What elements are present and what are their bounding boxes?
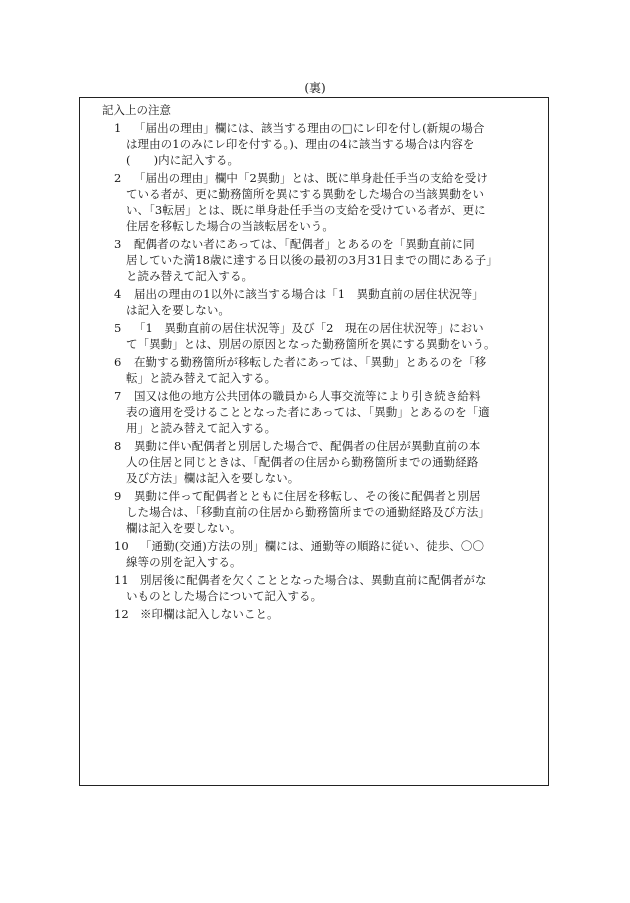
note-first-line	[114, 320, 534, 336]
note-number: 6	[114, 355, 122, 369]
note-number: 10	[114, 539, 129, 553]
note-text: 欄は記入を要しない。	[126, 521, 242, 535]
note-text: 及び方法」欄は記入を要しない。	[126, 471, 300, 485]
page-side-label: (裏)	[304, 81, 326, 95]
note-text: ※印欄は記入しないこと。	[140, 607, 279, 621]
note-text: 住居を移転した場合の当該転居をいう。	[126, 219, 334, 233]
note-number: 9	[114, 489, 122, 503]
note-text: 異動に伴い配偶者と別居した場合で、配偶者の住居が異動直前の本	[134, 439, 481, 453]
note-text: は理由の1のみにレ印を付する。)、理由の4に該当する場合は内容を	[126, 137, 475, 151]
note-text: 転」と読み替えて記入する。	[126, 371, 277, 385]
note-first-line	[114, 170, 534, 186]
note-text: 「届出の理由」欄には、該当する理由の□にレ印を付し(新規の場合	[134, 121, 485, 135]
note-number: 1	[114, 121, 122, 135]
note-text: ( )内に記入する。	[126, 153, 240, 167]
note-text: て「異動」とは、別居の原因となった勤務箇所を異にする異動をいう。	[126, 337, 496, 351]
note-text: 表の適用を受けることとなった者にあっては、「異動」とあるのを「適	[126, 405, 490, 419]
note-first-line	[114, 606, 534, 622]
notes-box	[79, 97, 549, 786]
note-item	[114, 170, 534, 234]
note-text: 別居後に配偶者を欠くこととなった場合は、異動直前に配偶者がな	[140, 573, 487, 587]
note-text: 届出の理由の1以外に該当する場合は「1 異動直前の居住状況等」	[134, 287, 484, 301]
note-item	[114, 572, 534, 604]
note-first-line	[114, 572, 534, 588]
note-text: 配偶者のない者にあっては、「配偶者」とあるのを「異動直前に同	[134, 237, 475, 251]
note-item	[114, 538, 534, 570]
note-number: 3	[114, 237, 122, 251]
note-continuation-line	[114, 420, 534, 436]
note-continuation-line	[114, 152, 534, 168]
note-item	[114, 120, 534, 168]
note-first-line	[114, 538, 534, 554]
note-text: 用」と読み替えて記入する。	[126, 421, 277, 435]
note-continuation-line	[114, 202, 534, 218]
note-text: 異動に伴って配偶者とともに住居を移転し、その後に配偶者と別居	[134, 489, 481, 503]
note-text: 居していた満18歳に達する日以後の最初の3月31日までの間にある子」	[126, 253, 498, 267]
note-continuation-line	[114, 268, 534, 284]
note-continuation-line	[114, 588, 534, 604]
note-first-line	[114, 488, 534, 504]
note-continuation-line	[114, 504, 534, 520]
note-text: 「1 異動直前の居住状況等」及び「2 現在の居住状況等」におい	[134, 321, 484, 335]
note-continuation-line	[114, 520, 534, 536]
note-text: 「通勤(交通)方法の別」欄には、通勤等の順路に従い、徒歩、〇〇	[140, 539, 485, 553]
note-number: 11	[114, 573, 129, 587]
note-item	[114, 286, 534, 318]
note-text: 国又は他の地方公共団体の職員から人事交流等により引き続き給料	[134, 389, 481, 403]
note-item	[114, 438, 534, 486]
note-continuation-line	[114, 454, 534, 470]
note-item	[114, 606, 534, 622]
note-item	[114, 488, 534, 536]
note-continuation-line	[114, 336, 534, 352]
note-continuation-line	[114, 404, 534, 420]
note-continuation-line	[114, 136, 534, 152]
note-text: 線等の別を記入する。	[126, 555, 242, 569]
note-text: 在勤する勤務箇所が移転した者にあっては、「異動」とあるのを「移	[134, 355, 487, 369]
note-first-line	[114, 120, 534, 136]
note-continuation-line	[114, 186, 534, 202]
note-text: 「届出の理由」欄中「2異動」とは、既に単身赴任手当の支給を受け	[134, 171, 488, 185]
note-text: 人の住居と同じときは、「配偶者の住居から勤務箇所までの通勤経路	[126, 455, 479, 469]
note-number: 7	[114, 389, 122, 403]
note-number: 8	[114, 439, 122, 453]
note-first-line	[114, 236, 534, 252]
note-text: い、「3転居」とは、既に単身赴任手当の支給を受けている者が、更に	[126, 203, 486, 217]
note-text: は記入を要しない。	[126, 303, 230, 317]
note-continuation-line	[114, 370, 534, 386]
note-number: 4	[114, 287, 122, 301]
note-continuation-line	[114, 470, 534, 486]
note-item	[114, 388, 534, 436]
note-first-line	[114, 354, 534, 370]
notes-title: 記入上の注意	[102, 103, 171, 117]
note-first-line	[114, 438, 534, 454]
note-item	[114, 320, 534, 352]
note-number: 12	[114, 607, 129, 621]
note-number: 5	[114, 321, 122, 335]
note-first-line	[114, 286, 534, 302]
note-item	[114, 236, 534, 284]
note-text: と読み替えて記入する。	[126, 269, 254, 283]
note-continuation-line	[114, 554, 534, 570]
note-continuation-line	[114, 218, 534, 234]
note-text: した場合は、「移動直前の住居から勤務箇所までの通勤経路及び方法」	[126, 505, 490, 519]
note-text: ている者が、更に勤務箇所を異にする異動をした場合の当該異動をい	[126, 187, 485, 201]
note-continuation-line	[114, 302, 534, 318]
note-continuation-line	[114, 252, 534, 268]
note-number: 2	[114, 171, 122, 185]
note-text: いものとした場合について記入する。	[126, 589, 323, 603]
note-item	[114, 354, 534, 386]
note-first-line	[114, 388, 534, 404]
